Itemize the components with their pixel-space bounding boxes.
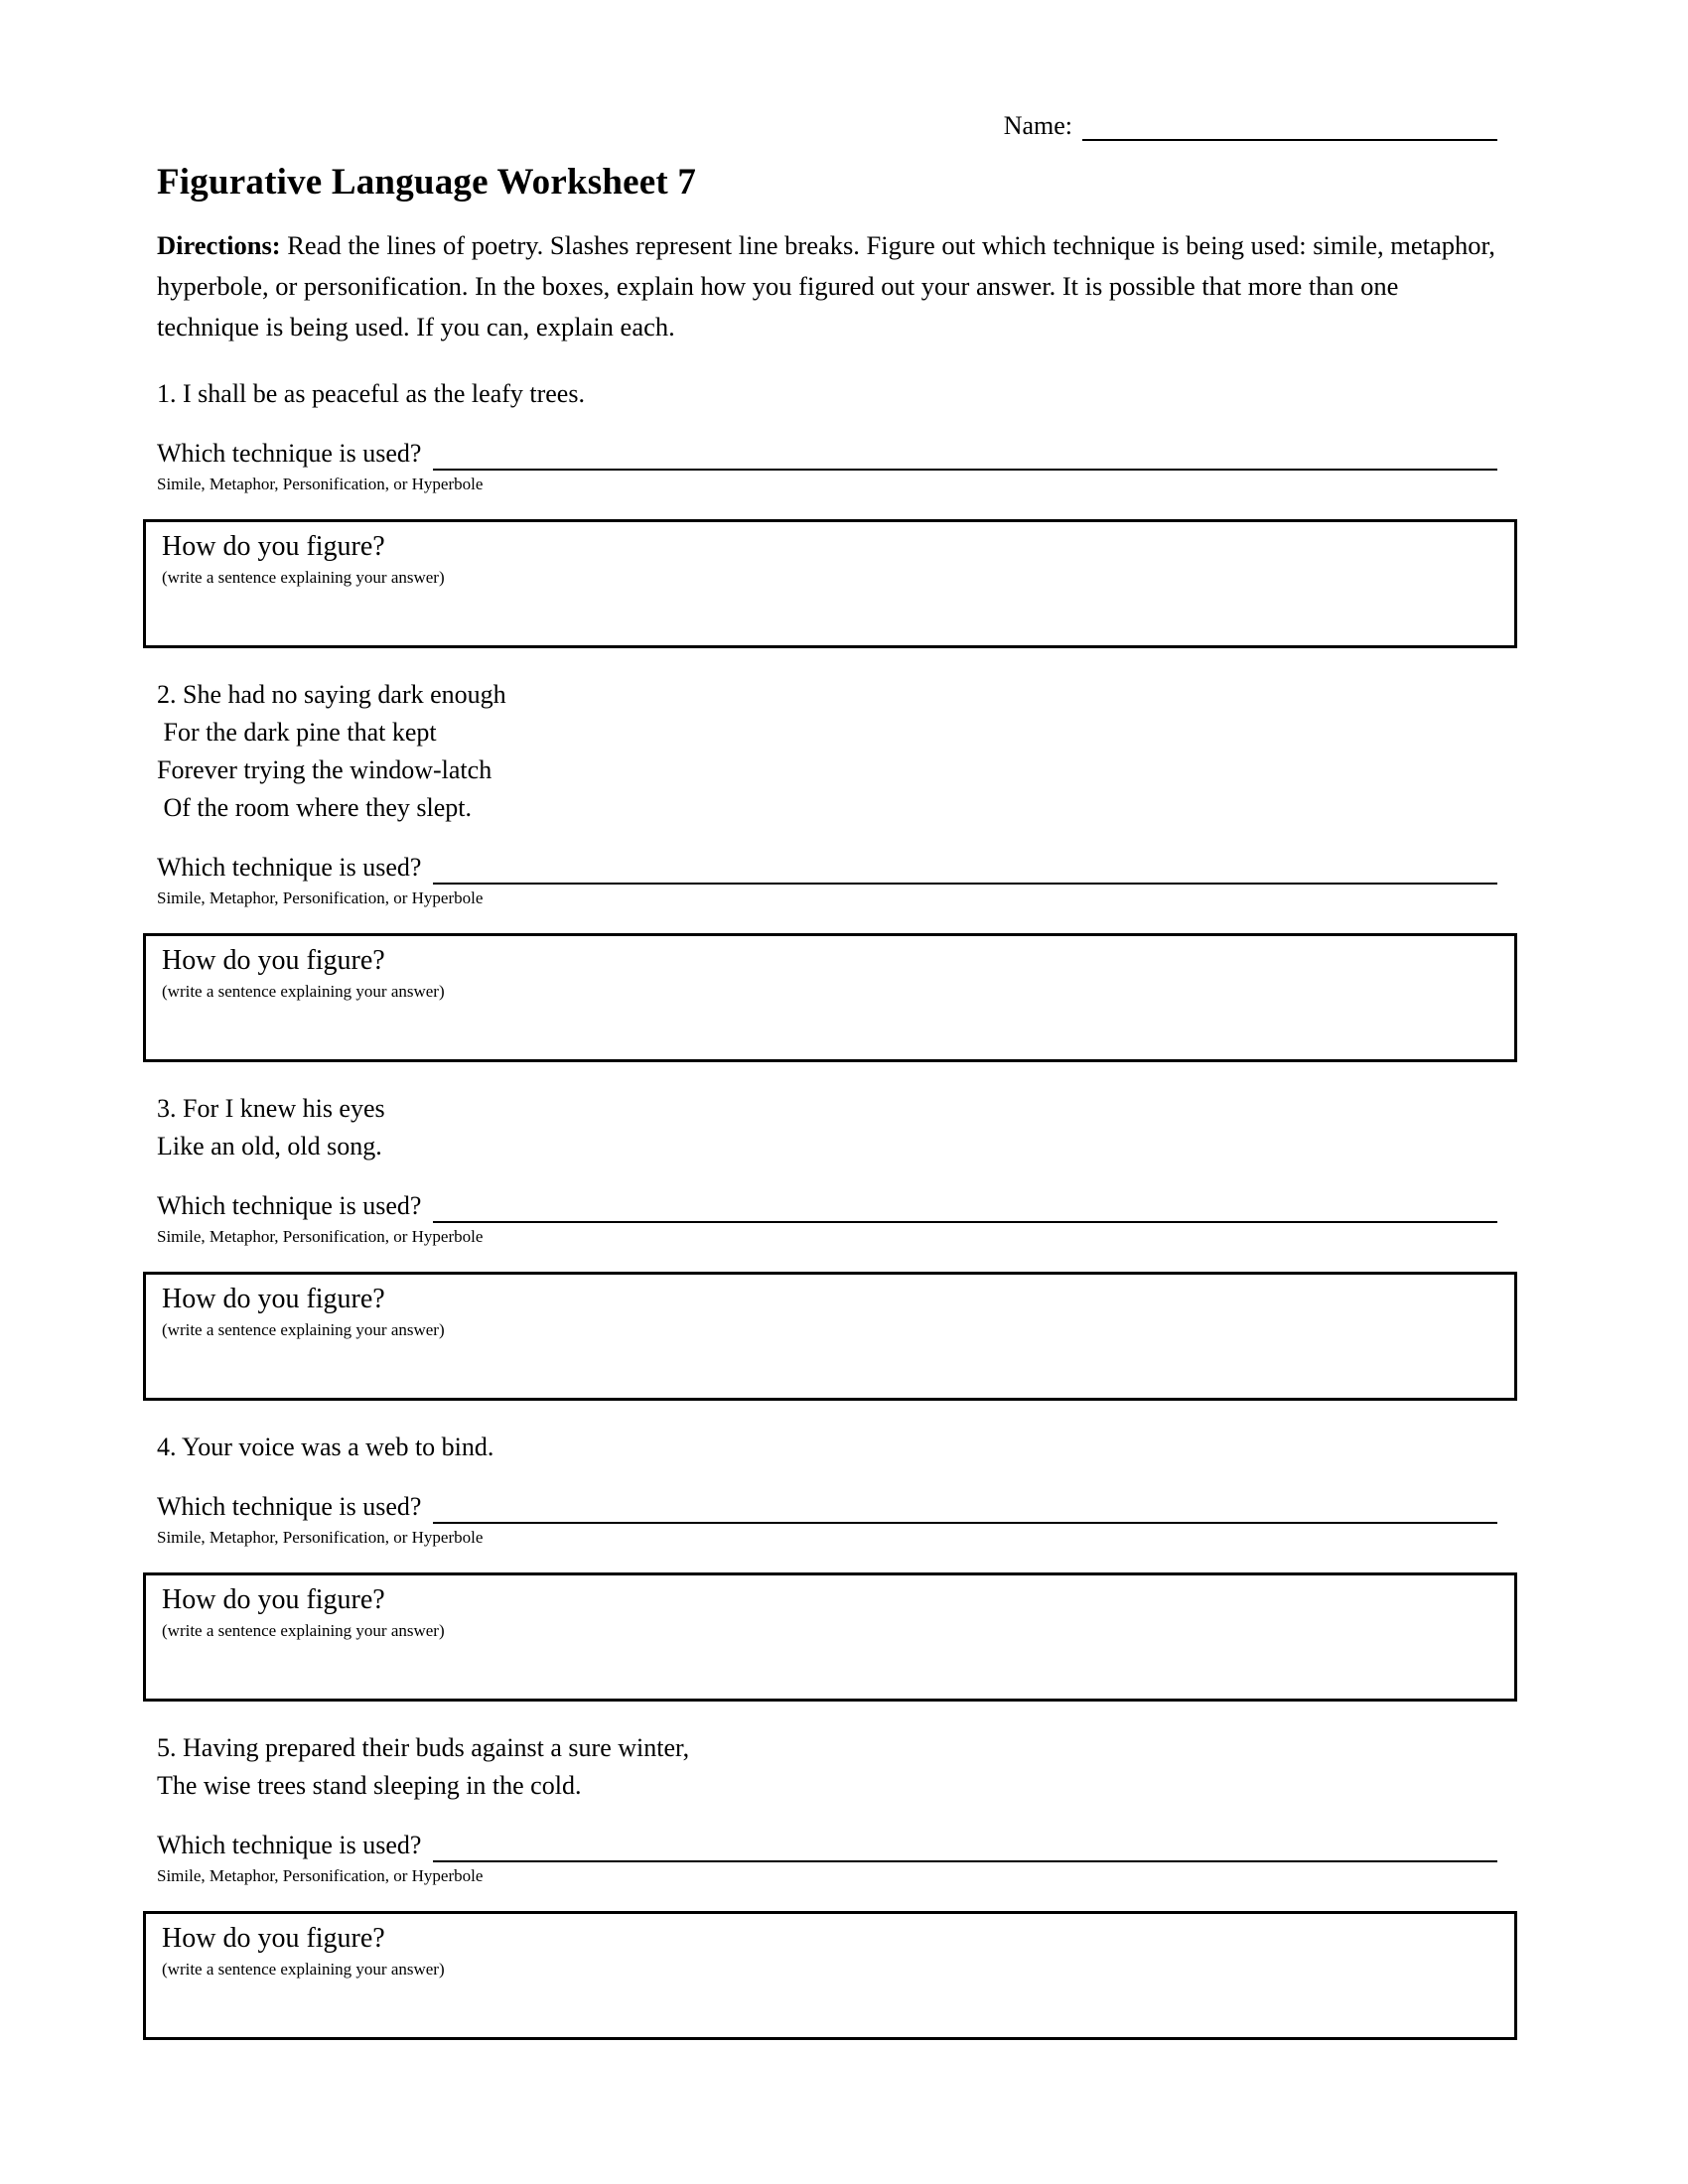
poem-text	[157, 375, 1497, 413]
questions-list	[157, 375, 1497, 2040]
technique-row	[157, 437, 1497, 471]
poem-text	[157, 1090, 1497, 1165]
poem-line: 3. For I knew his eyes	[157, 1094, 385, 1123]
technique-options-hint: Simile, Metaphor, Personification, or Hyperbole	[157, 1528, 484, 1547]
poem-text	[157, 1429, 1497, 1466]
poem-line: 1. I shall be as peaceful as the leafy trees.	[157, 379, 585, 408]
poem-line: The wise trees stand sleeping in the cold.	[157, 1771, 582, 1800]
technique-row	[157, 1829, 1497, 1862]
directions-text: Read the lines of poetry. Slashes represent line breaks. Figure out which technique is being used: simile, metaphor, hyperbole, or personification. In the boxes, explain how you figured out your answer. It is possible that more than one technique is being used. If you can, explain each.	[157, 230, 1495, 341]
technique-options-hint: Simile, Metaphor, Personification, or Hyperbole	[157, 475, 484, 493]
figure-prompt: How do you figure?	[162, 1923, 385, 1954]
page-title: Figurative Language Worksheet 7	[157, 162, 697, 203]
technique-answer-line[interactable]	[433, 1829, 1497, 1862]
technique-prompt: Which technique is used?	[157, 1492, 422, 1521]
figure-hint: (write a sentence explaining your answer)	[162, 982, 445, 1001]
technique-row	[157, 1189, 1497, 1223]
poem-line: Of the room where they slept.	[157, 793, 472, 822]
poem-line: Like an old, old song.	[157, 1132, 382, 1160]
figure-answer-box[interactable]	[143, 1572, 1517, 1702]
figure-prompt: How do you figure?	[162, 1284, 385, 1314]
technique-answer-line[interactable]	[433, 1189, 1497, 1223]
figure-prompt: How do you figure?	[162, 531, 385, 562]
technique-answer-line[interactable]	[433, 437, 1497, 471]
technique-row	[157, 851, 1497, 885]
question-block-1	[157, 375, 1497, 648]
technique-options-hint: Simile, Metaphor, Personification, or Hyperbole	[157, 1866, 484, 1885]
name-row	[157, 111, 1497, 141]
directions-label: Directions:	[157, 230, 281, 260]
poem-text	[157, 1729, 1497, 1805]
technique-options-hint: Simile, Metaphor, Personification, or Hyperbole	[157, 888, 484, 907]
name-label: Name:	[1003, 111, 1072, 140]
poem-line: 5. Having prepared their buds against a sure winter,	[157, 1733, 690, 1762]
poem-line: 4. Your voice was a web to bind.	[157, 1433, 494, 1461]
poem-line: Forever trying the window-latch	[157, 755, 492, 784]
technique-prompt: Which technique is used?	[157, 1831, 422, 1859]
figure-hint: (write a sentence explaining your answer)	[162, 1621, 445, 1640]
poem-line: 2. She had no saying dark enough	[157, 680, 506, 709]
question-block-4	[157, 1429, 1497, 1702]
technique-row	[157, 1490, 1497, 1524]
technique-prompt: Which technique is used?	[157, 1191, 422, 1220]
question-block-3	[157, 1090, 1497, 1401]
figure-prompt: How do you figure?	[162, 1584, 385, 1615]
name-input-line[interactable]	[1082, 111, 1497, 141]
directions	[157, 225, 1497, 347]
technique-answer-line[interactable]	[433, 1490, 1497, 1524]
figure-prompt: How do you figure?	[162, 945, 385, 976]
technique-answer-line[interactable]	[433, 851, 1497, 885]
figure-answer-box[interactable]	[143, 519, 1517, 648]
question-block-5	[157, 1729, 1497, 2040]
figure-hint: (write a sentence explaining your answer)	[162, 1320, 445, 1339]
figure-answer-box[interactable]	[143, 1911, 1517, 2040]
figure-answer-box[interactable]	[143, 1272, 1517, 1401]
question-block-2	[157, 676, 1497, 1062]
technique-prompt: Which technique is used?	[157, 853, 422, 882]
figure-hint: (write a sentence explaining your answer)	[162, 568, 445, 587]
technique-prompt: Which technique is used?	[157, 439, 422, 468]
poem-text	[157, 676, 1497, 827]
figure-hint: (write a sentence explaining your answer)	[162, 1960, 445, 1979]
poem-line: For the dark pine that kept	[157, 718, 437, 747]
technique-options-hint: Simile, Metaphor, Personification, or Hyperbole	[157, 1227, 484, 1246]
figure-answer-box[interactable]	[143, 933, 1517, 1062]
